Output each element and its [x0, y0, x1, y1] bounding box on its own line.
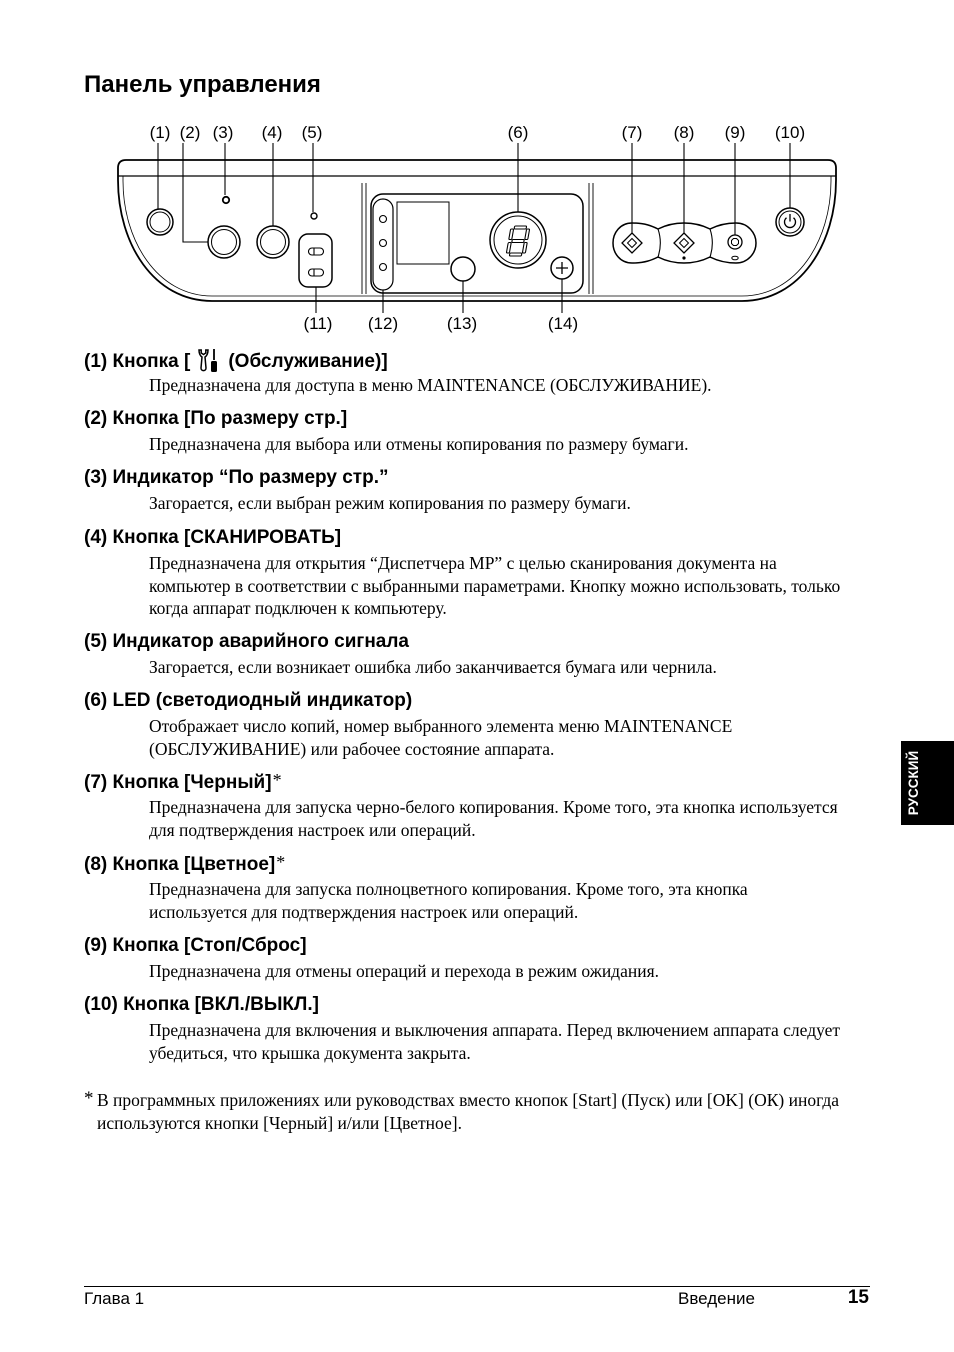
screwdriver-handle — [211, 361, 217, 372]
start-black-icon — [622, 233, 642, 253]
button-ring — [257, 226, 289, 258]
item-description — [149, 433, 688, 456]
separator-left — [362, 183, 366, 294]
footnote-line: используются кнопки [Черный] и/или [Цветное]. — [97, 1112, 462, 1133]
item-heading: (3) Индикатор “По размеру стр.” — [84, 467, 389, 488]
item-description — [149, 796, 838, 841]
led-display — [490, 212, 546, 268]
callout-label: (7) — [621, 123, 643, 142]
lcd-window — [397, 202, 449, 264]
button-ring — [776, 208, 804, 236]
digit-segment — [514, 226, 527, 229]
page-title: Панель управления — [84, 71, 321, 98]
color-start-button — [674, 233, 694, 260]
black-start-button — [622, 233, 642, 253]
description-line: Загорается, если выбран режим копирования по размеру бумаги. — [149, 493, 631, 513]
footnote-reference: * — [276, 852, 286, 872]
button-ring — [147, 209, 173, 235]
power-button — [776, 208, 804, 236]
button-inner-ring — [150, 212, 170, 232]
callout-label: (4) — [261, 123, 283, 142]
indicator-lamp — [380, 240, 387, 247]
item-heading-text: (8) Кнопка [Цветное] — [84, 854, 276, 875]
callout-label: (12) — [367, 314, 399, 333]
item-black-button — [84, 770, 838, 841]
control-panel-diagram — [100, 110, 850, 340]
item-color-button — [84, 852, 748, 923]
footer-divider — [84, 1286, 870, 1287]
item-description — [149, 960, 659, 983]
description-line: компьютер в соответствии с выбранными параметрами. Кнопку можно использовать, только — [149, 575, 841, 596]
item-description — [149, 1019, 840, 1064]
button-inner-ring — [212, 230, 237, 255]
item-heading: (2) Кнопка [По размеру стр.] — [84, 408, 348, 429]
item-heading — [84, 852, 748, 876]
button-ring — [208, 226, 240, 258]
digit-segment — [509, 229, 514, 240]
callout-label: (6) — [507, 123, 529, 142]
panel-outline — [118, 160, 836, 301]
page-number: 15 — [847, 1287, 869, 1308]
description-line: Предназначена для включения и выключения аппарата. Перед включением аппарата следует — [149, 1020, 841, 1040]
item-maintenance-button — [84, 348, 712, 397]
start-inner-mark — [680, 239, 689, 248]
separator-right — [589, 183, 593, 294]
description-line: Предназначена для доступа в меню MAINTENANCE (ОБСЛУЖИВАНИЕ). — [149, 375, 712, 395]
item-heading: (6) LED (светодиодный индикатор) — [84, 690, 413, 711]
footer-section: Введение — [678, 1289, 755, 1308]
lamp-column — [373, 199, 393, 290]
wrench-shape — [199, 350, 208, 371]
plus-button — [551, 257, 573, 279]
maintenance-icon — [197, 348, 219, 373]
description-line: Предназначена для выбора или отмены копирования по размеру бумаги. — [149, 434, 689, 454]
start-color-icon — [674, 233, 694, 253]
description-line: Предназначена для отмены операций и перехода в режим ожидания. — [149, 961, 660, 981]
leader-line — [183, 143, 208, 242]
scan-button — [257, 226, 289, 258]
item-description — [149, 552, 840, 620]
item-scan-button — [84, 526, 840, 620]
indicator-lamp — [380, 264, 387, 271]
footnote-reference: * — [272, 770, 282, 790]
button-divider — [710, 229, 712, 257]
item-heading: (4) Кнопка [СКАНИРОВАТЬ] — [84, 527, 342, 548]
item-description — [149, 492, 631, 515]
item-heading: (9) Кнопка [Стоп/Сброс] — [84, 935, 307, 956]
digit-segment — [525, 229, 530, 240]
item-description — [149, 878, 748, 923]
digit-segment — [512, 240, 525, 243]
button-inner-ring — [261, 230, 286, 255]
footnote — [97, 1089, 839, 1134]
lamp-icon — [309, 269, 324, 276]
indicator-lamp — [380, 216, 387, 223]
callout-label: (10) — [774, 123, 806, 142]
stop-octagon — [732, 239, 739, 246]
callout-label: (2) — [179, 123, 201, 142]
item-heading: (5) Индикатор аварийного сигнала — [84, 631, 409, 652]
item-heading-text: (7) Кнопка [Черный] — [84, 772, 272, 793]
fit-to-page-lamp — [223, 197, 229, 203]
alarm-lamp — [311, 213, 317, 219]
footer-chapter: Глава 1 — [84, 1289, 145, 1308]
item-description — [149, 656, 717, 679]
start-inner-mark — [628, 239, 637, 248]
description-line: Загорается, если возникает ошибка либо заканчивается бумага или чернила. — [149, 657, 717, 677]
callout-label: (3) — [212, 123, 234, 142]
item-heading-text: (Обслуживание)] — [228, 351, 388, 372]
fit-to-page-button — [208, 226, 240, 258]
callout-label: (11) — [303, 314, 333, 333]
item-power-button — [84, 993, 840, 1064]
display-area — [371, 194, 583, 293]
digit-segment — [522, 243, 527, 254]
description-line: Предназначена для запуска полноцветного копирования. Кроме того, эта кнопка — [149, 879, 748, 899]
item-led-display — [84, 689, 732, 760]
description-line: убедиться, что крышка документа закрыта. — [149, 1042, 471, 1063]
description-line: когда аппарат подключен к компьютеру. — [149, 598, 447, 619]
description-line: для подтверждения настроек или операций. — [149, 819, 476, 840]
callout-label: (9) — [724, 123, 746, 142]
item-stop-reset-button — [84, 934, 659, 983]
description-line: (ОБСЛУЖИВАНИЕ) или рабочее состояние аппарата. — [149, 738, 555, 759]
power-icon — [785, 214, 796, 228]
item-description — [149, 374, 712, 397]
description-line: используется для подтверждения настроек или операций. — [149, 901, 579, 922]
item-heading-text: (1) Кнопка [ — [84, 351, 191, 372]
digit-segment — [509, 253, 522, 256]
callout-label: (1) — [149, 123, 171, 142]
footnote-line: В программных приложениях или руководствах вместо кнопок [Start] (Пуск) или [OK] (ОК) иногда — [97, 1090, 840, 1110]
item-fit-to-page-lamp — [84, 466, 631, 515]
digit-segment — [506, 243, 511, 254]
color-dot — [682, 256, 685, 259]
leader-lines — [158, 143, 790, 313]
description-line: Предназначена для запуска черно-белого копирования. Кроме того, эта кнопка используется — [149, 797, 838, 817]
button-divider — [658, 229, 660, 257]
callout-label: (13) — [446, 314, 478, 333]
seven-segment-digit — [506, 226, 530, 256]
stop-reset-button — [728, 235, 742, 260]
description-line: Предназначена для открытия “Диспетчера MP” с целью сканирования документа на — [149, 553, 777, 573]
plus-icon — [556, 262, 568, 274]
paper-lamps — [299, 234, 332, 287]
round-button — [451, 257, 475, 281]
maintenance-button — [147, 209, 173, 235]
stop-reset-icon — [728, 235, 742, 249]
footnote-mark: * — [84, 1088, 94, 1109]
item-alarm-lamp — [84, 630, 717, 679]
lamp-housing — [299, 234, 332, 287]
item-description — [149, 715, 732, 760]
callout-label: (8) — [673, 123, 695, 142]
item-heading: (10) Кнопка [ВКЛ./ВЫКЛ.] — [84, 994, 319, 1015]
language-tab — [901, 741, 954, 825]
item-heading — [84, 348, 712, 372]
item-fit-to-page-button — [84, 407, 688, 456]
reset-mark — [732, 256, 738, 260]
lamp-icon — [309, 248, 324, 255]
item-heading — [84, 770, 838, 794]
language-tab-label: РУССКИЙ — [906, 750, 921, 816]
callout-label: (5) — [301, 123, 323, 142]
callout-label: (14) — [547, 314, 579, 333]
indicator-lamps — [373, 199, 393, 290]
description-line: Отображает число копий, номер выбранного элемента меню MAINTENANCE — [149, 716, 733, 736]
